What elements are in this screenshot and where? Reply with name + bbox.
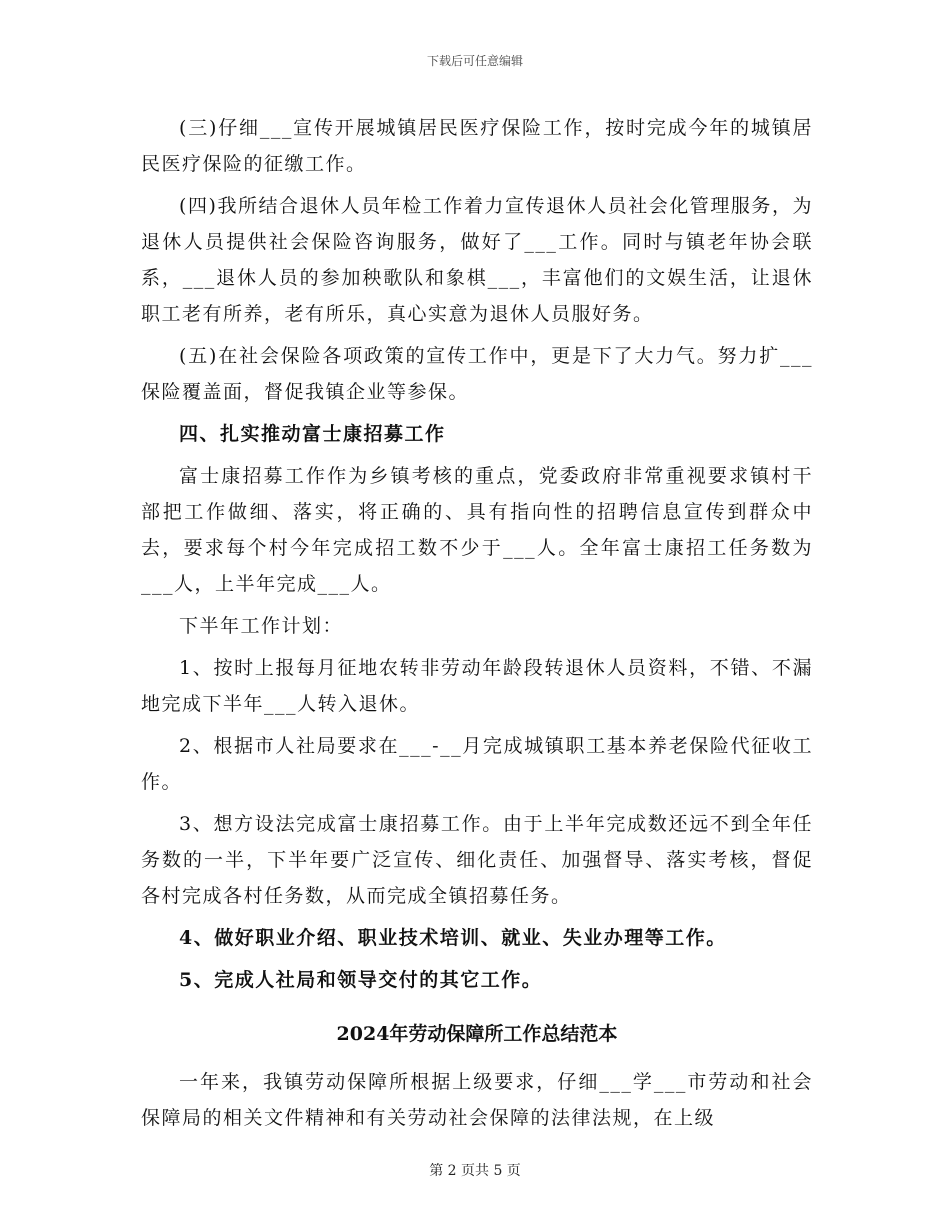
plan-item-4: 4、做好职业介绍、职业技术培训、就业、失业办理等工作。 xyxy=(179,927,727,949)
document-body xyxy=(141,110,813,1136)
heading-foxconn-recruitment: 四、扎实推动富士康招募工作 xyxy=(179,423,446,445)
plan-item-5: 5、完成人社局和领导交付的其它工作。 xyxy=(179,969,543,991)
paragraph-foxconn-recruitment: 富士康招募工作作为乡镇考核的重点，党委政府非常重视要求镇村干部把工作做细、落实，将正确的、具有指向性的招聘信息宣传到群众中去，要求每个村今年完成招工数不少于___人。全年富士康招工任务数为___人，上半年完成___人。 xyxy=(141,465,813,595)
paragraph-retiree-services: (四)我所结合退休人员年检工作着力宣传退休人员社会化管理服务，为退休人员提供社会保险咨询服务，做好了___工作。同时与镇老年协会联系，___退休人员的参加秧歌队和象棋___，丰富他们的文娱生活，让退休职工老有所养，老有所乐，真心实意为退休人员服好务。 xyxy=(141,195,813,325)
heading-second-half-plan: 下半年工作计划： xyxy=(179,615,344,637)
plan-item-3: 3、想方设法完成富士康招募工作。由于上半年完成数还远不到全年任务数的一半，下半年要广泛宣传、细化责任、加强督导、落实考核，督促各村完成各村任务数，从而完成全镇招募任务。 xyxy=(141,813,813,907)
page-footer: 第 2 页共 5 页 xyxy=(429,1163,521,1179)
plan-item-1: 1、按时上报每月征地农转非劳动年龄段转退休人员资料，不错、不漏地完成下半年___人转入退休。 xyxy=(141,657,813,715)
paragraph-annual-summary-intro: 一年来，我镇劳动保障所根据上级要求，仔细___学___市劳动和社会保障局的相关文件精神和有关劳动社会保障的法律法规，在上级 xyxy=(141,1071,813,1129)
paragraph-social-insurance-promotion: (五)在社会保险各项政策的宣传工作中，更是下了大力气。努力扩___保险覆盖面，督促我镇企业等参保。 xyxy=(141,345,813,403)
plan-item-2: 2、根据市人社局要求在___-__月完成城镇职工基本养老保险代征收工作。 xyxy=(141,735,813,793)
section-title: 2024年劳动保障所工作总结范本 xyxy=(336,1023,618,1045)
paragraph-medical-insurance: (三)仔细___宣传开展城镇居民医疗保险工作，按时完成今年的城镇居民医疗保险的征缴工作。 xyxy=(141,117,813,175)
page-header: 下载后可任意编辑 xyxy=(426,54,523,68)
